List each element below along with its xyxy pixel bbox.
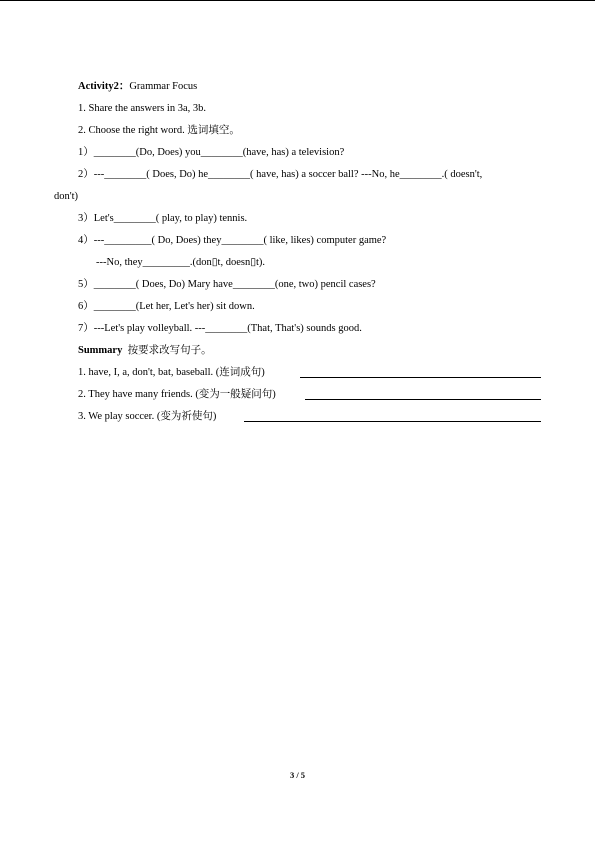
summary-item-3: 3. We play soccer. (变为祈使句) [78,411,217,422]
summary-item-3-answer-line[interactable] [244,421,541,422]
summary-item-1: 1. have, I, a, don't, bat, baseball. (连词成句) [78,367,265,378]
instruction-1: 1. Share the answers in 3a, 3b. [78,103,207,114]
summary-label: Summary [78,345,123,356]
question-2: 2）---________( Does, Do) he________( have, has) a soccer ball? ---No, he________.( doesn't, [78,169,483,180]
question-1: 1）________(Do, Does) you________(have, has) a television? [78,147,345,158]
summary-item-2-answer-line[interactable] [305,399,541,400]
page-top-rule [0,0,595,1]
question-6: 6）________(Let her, Let's her) sit down. [78,301,255,312]
question-7: 7）---Let's play volleyball. ---________(That, That's) sounds good. [78,323,362,334]
activity-heading [78,80,197,93]
question-3: 3）Let's________( play, to play) tennis. [78,213,248,224]
question-2-continuation: don't) [54,191,79,202]
instruction-2: 2. Choose the right word. 选词填空。 [78,125,240,136]
question-4-answer: ---No, they_________.(don▯t, doesn▯t). [96,257,266,268]
page-number: 3 / 5 [289,770,306,780]
question-5: 5）________( Does, Do) Mary have________(one, two) pencil cases? [78,279,376,290]
summary-instruction: 按要求改写句子。 [127,345,212,356]
summary-item-2: 2. They have many friends. (变为一般疑问句) [78,389,276,400]
activity-title: Grammar Focus [129,81,198,92]
activity-label: Activity2： [78,81,130,92]
question-4: 4）---_________( Do, Does) they________( like, likes) computer game? [78,235,387,246]
summary-item-1-answer-line[interactable] [300,377,541,378]
summary-heading [78,344,212,357]
